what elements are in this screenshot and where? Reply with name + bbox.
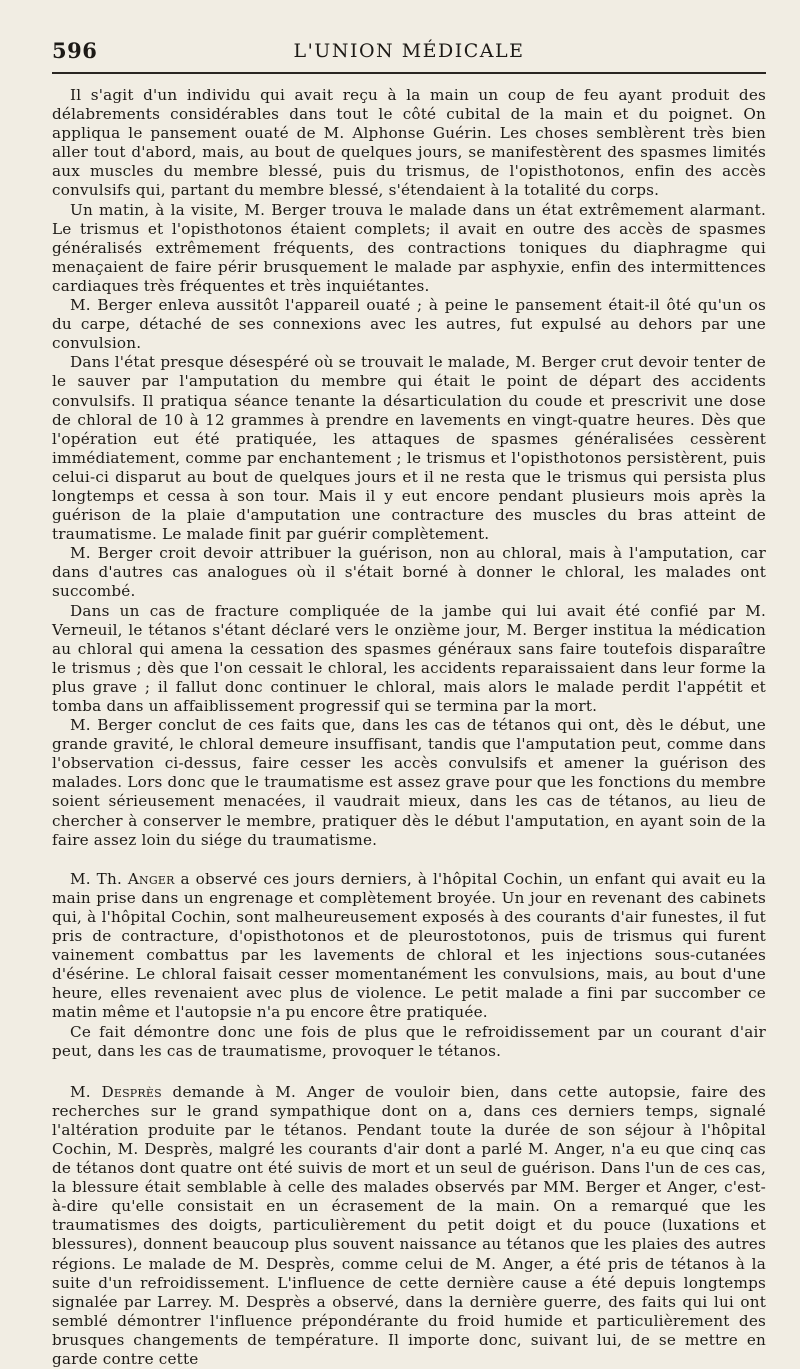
paragraph: Un matin, à la visite, M. Berger trouva le malade dans un état extrêmement alarmant. Le trismus et l'opisthotonos étaient complets; il avait en outre des accès de spasmes généralisés extrêmement fréquents, des contractions toniques du diaphragme qui menaçaient de faire périr brusquement le malade par asphyxie, enfin des intermittences cardiaques très fréquentes et très inquiétantes.: [52, 200, 766, 295]
paragraph: M. Berger enleva aussitôt l'appareil ouaté ; à peine le pansement était-il ôté qu'un os du carpe, détaché de ses connexions avec les autres, fut expulsé au dehors par une convulsion.: [52, 296, 766, 353]
article-body: [52, 86, 766, 1369]
paragraph: Dans l'état presque désespéré où se trouvait le malade, M. Berger crut devoir tenter de le sauver par l'amputation du membre qui était le point de départ des accidents convulsifs. Il pratiqua séance tenante la désarticulation du coude et prescrivit une dose de chloral de 10 à 12 grammes à prendre en lavements en vingt-quatre heures. Dès que l'opération eut été pratiquée, les attaques de spasmes généralisées cessèrent immédiatement, comme par enchantement ; le trismus et l'opisthotonos persistèrent, puis celui-ci disparut au bout de quelques jours et il ne resta que le trismus qui persista plus longtemps et cessa à son tour. Mais il y eut encore pendant plusieurs mois après la guérison de la plaie d'amputation une contracture des muscles du bras atteint de traumatisme. Le malade finit par guérir complètement.: [52, 353, 766, 544]
paragraph: M. Berger croit devoir attribuer la guérison, non au chloral, mais à l'amputation, car dans d'autres cas analogues où il s'était borné à donner le chloral, les malades ont succombé.: [52, 544, 766, 601]
paragraph: Dans un cas de fracture compliquée de la jambe qui lui avait été confié par M. Verneuil, le tétanos s'étant déclaré vers le onzième jour, M. Berger institua la médication au chloral qui amena la cessation des spasmes généraux sans faire toutefois disparaître le trismus ; dès que l'on cessait le chloral, les accidents reparaissaient dans leur forme la plus grave ; il fallut donc continuer le chloral, mais alors le malade perdit l'appétit et tomba dans un affaiblissement progressif qui se termina par la mort.: [52, 601, 766, 715]
paragraph: Ce fait démontre donc une fois de plus que le refroidissement par un courant d'air peut, dans les cas de traumatisme, provoquer le tétanos.: [52, 1022, 766, 1060]
paragraph: [52, 870, 766, 1023]
speaker-prefix: M. Th.: [70, 869, 128, 888]
paragraph: [52, 1083, 766, 1369]
paragraph: Il s'agit d'un individu qui avait reçu à la main un coup de feu ayant produit des délabrements considérables dans tout le côté cubital de la main et du poignet. On appliqua le pansement ouaté de M. Alphonse Guérin. Les choses semblèrent très bien aller tout d'abord, mais, au bout de quelques jours, se manifestèrent des spasmes limités aux muscles du membre blessé, puis du trismus, de l'opisthotonos, enfin des accès convulsifs qui, partant du membre blessé, s'étendaient à la totalité du corps.: [52, 86, 766, 200]
header-rule: [52, 72, 766, 74]
page-number: 596: [52, 38, 98, 63]
speaker-prefix: M.: [70, 1082, 102, 1101]
paragraph-text: a observé ces jours derniers, à l'hôpital Cochin, un enfant qui avait eu la main prise dans un engrenage et complètement broyée. Un jour en revenant des cabinets qui, à l'hôpital Cochin, sont malheureusement exposés à des courants d'air funestes, il fut pris de contracture, d'opisthotonos et de pleurostotonos, puis de trismus qui furent vainement combattus par les lavements de chloral et les injections sous-cutanées d'ésérine. Le chloral faisait cesser momentanément les convulsions, mais, au bout d'une heure, elles revenaient avec plus de violence. Le petit malade a fini par succomber ce matin même et l'autopsie n'a pu encore être pratiquée.: [52, 869, 766, 1022]
paragraph: M. Berger conclut de ces faits que, dans les cas de tétanos qui ont, dès le début, une grande gravité, le chloral demeure insuffisant, tandis que l'amputation peut, comme dans l'observation ci-dessus, faire cesser les accès convulsifs et amener la guérison des malades. Lors donc que le traumatisme est assez grave pour que les fonctions du membre soient sérieusement menacées, il vaudrait mieux, dans les cas de tétanos, au lieu de chercher à conserver le membre, pratiquer dès le début l'amputation, en ayant soin de la faire assez loin du siége du traumatisme.: [52, 716, 766, 849]
paragraph-text: demande à M. Anger de vouloir bien, dans cette autopsie, faire des recherches sur le grand sympathique dont on a, dans ces derniers temps, signalé l'altération produite par le tétanos. Pendant toute la durée de son séjour à l'hôpital Cochin, M. Desprès, malgré les courants d'air dont a parlé M. Anger, n'a eu que cinq cas de tétanos dont quatre ont été suivis de mort et un seul de guérison. Dans l'un de ces cas, la blessure était semblable à celle des malades observés par MM. Berger et Anger, c'est-à-dire qu'elle consistait en un écrasement de la main. On a remarqué que les traumatismes des doigts, particulièrement du petit doigt et du pouce (luxations et blessures), donnent beaucoup plus souvent naissance au tétanos que les plaies des autres régions. Le malade de M. Desprès, comme celui de M. Anger, a été pris de tétanos à la suite d'un refroidissement. L'influence de cette dernière cause a été depuis longtemps signalée par Larrey. M. Desprès a observé, dans la dernière guerre, des faits qui lui ont semblé démontrer l'influence prépondérante du froid humide et particulièrement des brusques changements de température. Il importe donc, suivant lui, de se mettre en garde contre cette: [52, 1082, 766, 1368]
journal-title: L'UNION MÉDICALE: [293, 40, 525, 62]
speaker-name: Anger: [127, 869, 175, 888]
page-header: [52, 34, 766, 64]
speaker-name: Desprès: [101, 1082, 162, 1101]
